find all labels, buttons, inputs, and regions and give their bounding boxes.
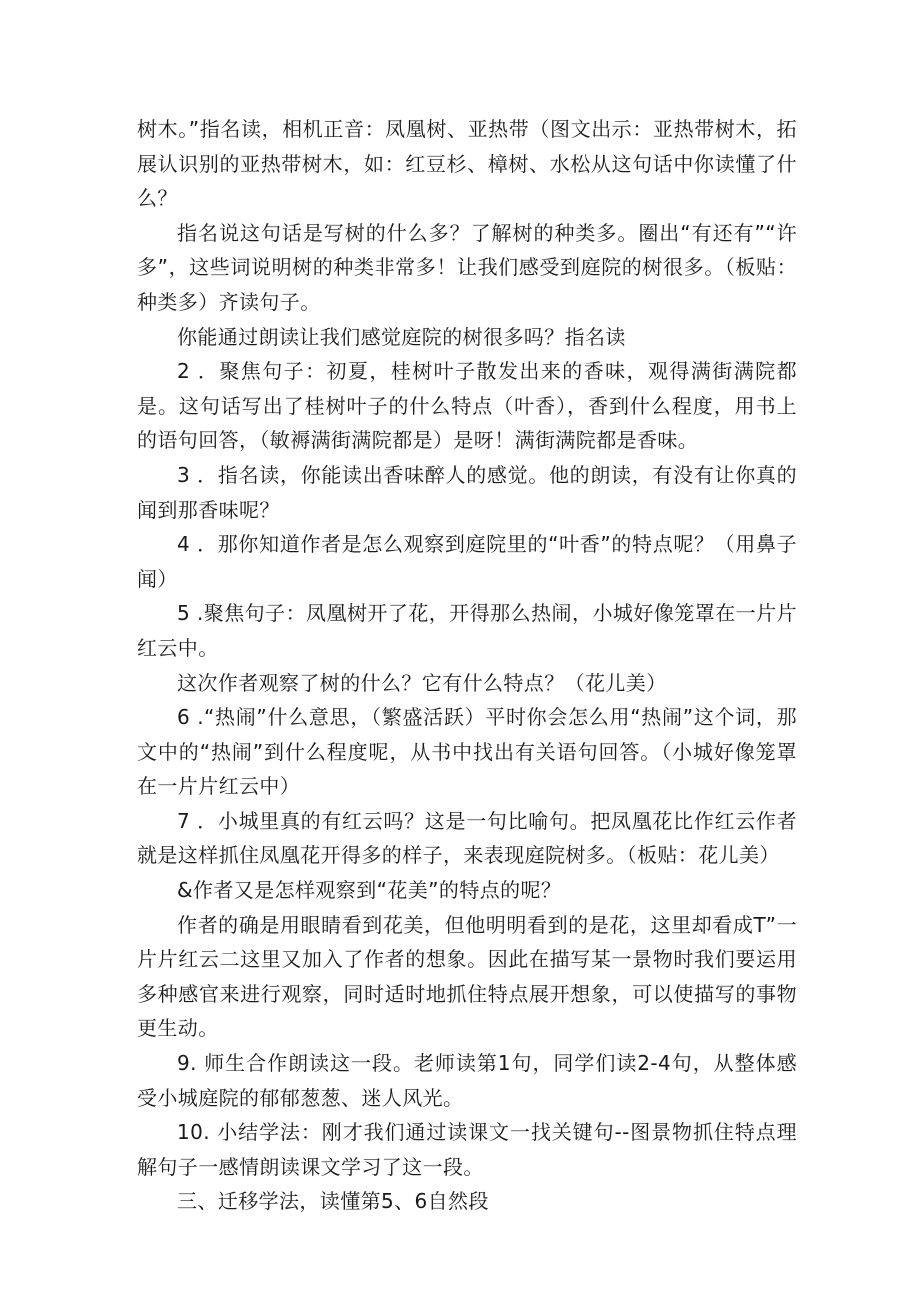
document-body [137, 112, 797, 1219]
paragraph-7: 5 .聚焦句子：凤凰树开了花，开得那么热闹，小城好像笼罩在一片片红云中。 [137, 601, 797, 660]
paragraph-10: 7 ．小城里真的有红云吗？这是一句比喻句。把凤凰花比作红云作者就是这样抓住凤凰花开得多的样子，来表现庭院树多。（板贴：花儿美） [137, 808, 797, 868]
paragraph-5: 3 ．指名读，你能读出香味醉人的感觉。他的朗读，有没有让你真的闻到那香味呢？ [137, 462, 797, 522]
section-heading-3: 三、迁移学法，读懂第5、6自然段 [177, 1189, 489, 1214]
paragraph-11: &作者又是怎样观察到“花美”的特点的呢？ [177, 878, 562, 903]
paragraph-3: 你能通过朗读让我们感觉庭院的树很多吗？指名读 [177, 324, 626, 349]
paragraph-1: 树木。”指名读，相机正音：凤凰树、亚热带（图文出示：亚热带树木，拓展认识别的亚热带树木，如：红豆杉、樟树、水松从这句话中你读懂了什么？ [137, 117, 797, 211]
paragraph-6: 4 ．那你知道作者是怎么观察到庭院里的“叶香”的特点呢？（用鼻子闻） [137, 532, 797, 591]
paragraph-9: 6 .“热闹”什么意思，（繁盛活跃）平时你会怎么用“热闹”这个词，那文中的“热闹”到什么程度呢，从书中找出有关语句回答。（小城好像笼罩在一片片红云中） [137, 705, 797, 799]
paragraph-14: 10. 小结学法：刚才我们通过读课文一找关键句--图景物抓住特点理解句子一感情朗读课文学习了这一段。 [137, 1120, 797, 1179]
paragraph-8: 这次作者观察了树的什么？它有什么特点？（花儿美） [177, 670, 667, 695]
paragraph-12: 作者的确是用眼睛看到花美，但他明明看到的是花，这里却看成T”一片片红云二这里又加入了作者的想象。因此在描写某一景物时我们要运用多种感官来进行观察，同时适时地抓住特点展开想象，可以使描写的事物更生动。 [137, 912, 797, 1041]
paragraph-13: 9. 师生合作朗读这一段。老师读第1句，同学们读2-4句，从整体感受小城庭院的郁郁葱葱、迷人风光。 [137, 1051, 797, 1110]
paragraph-2: 指名说这句话是写树的什么多？了解树的种类多。圈出“有还有”“许多”，这些词说明树的种类非常多！让我们感受到庭院的树很多。（板贴：种类多）齐读句子。 [137, 220, 797, 314]
paragraph-4: 2 ．聚焦句子：初夏，桂树叶子散发出来的香味，观得满街满院都是。这句话写出了桂树叶子的什么特点（叶香），香到什么程度，用书上的语句回答，（敏褥满街满院都是）是呀！满街满院都是香味。 [137, 359, 797, 453]
